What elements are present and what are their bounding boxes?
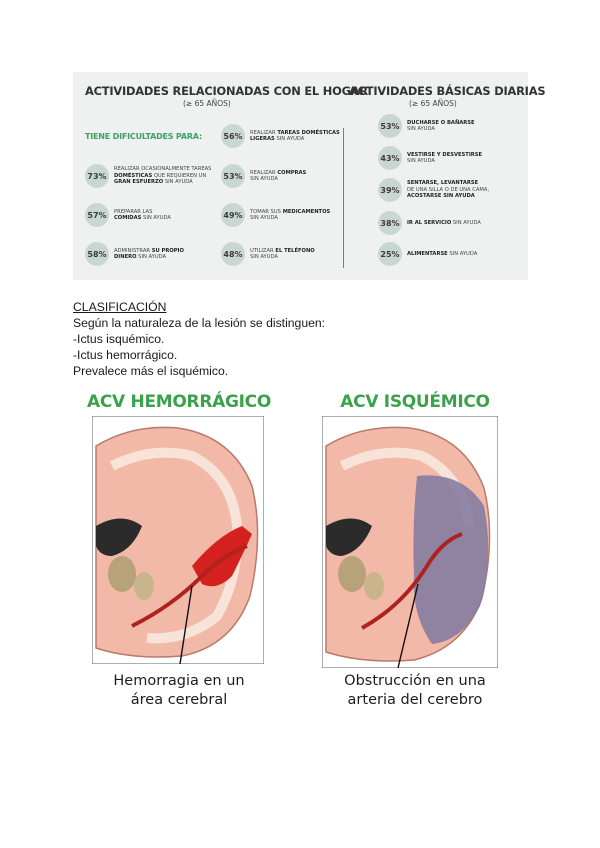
stat-text: PREPARAR LAS COMIDAS SIN AYUDA (114, 208, 171, 221)
percent-circle: 56% (221, 124, 245, 148)
stat-item (221, 164, 306, 188)
ischemic-caption-line1: Obstrucción en una (344, 673, 486, 689)
classification-heading: CLASIFICACIÓN (73, 300, 167, 314)
hemorrhagic-brain-illustration (92, 416, 264, 664)
hogar-title: ACTIVIDADES RELACIONADAS CON EL HOGAR (85, 84, 368, 98)
stat-item (378, 211, 481, 235)
stat-text: DUCHARSE O BAÑARSE SIN AYUDA (407, 119, 475, 132)
percent-circle: 39% (378, 178, 402, 202)
stat-text: UTILIZAR EL TELÉFONO SIN AYUDA (250, 247, 315, 260)
hemorrhagic-caption-line2: área cerebral (130, 692, 228, 708)
stat-item (85, 242, 184, 266)
stat-item (221, 242, 315, 266)
stat-item (378, 242, 477, 266)
stat-text: REALIZAR COMPRAS SIN AYUDA (250, 169, 307, 182)
percent-circle: 58% (85, 242, 109, 266)
text-line: Prevalece más el isquémico. (73, 364, 229, 378)
text-line: -Ictus hemorrágico. (73, 348, 178, 362)
percent-circle: 48% (221, 242, 245, 266)
percent-circle: 49% (221, 203, 245, 227)
percent-circle: 43% (378, 146, 402, 170)
stat-item (85, 164, 211, 188)
stat-text: IR AL SERVICIO SIN AYUDA (407, 219, 481, 226)
stat-text: REALIZAR TAREAS DOMÉSTICAS LIGERAS SIN AYUDA (250, 129, 340, 142)
stat-text: ALIMENTARSE SIN AYUDA (407, 250, 478, 257)
percent-circle: 25% (378, 242, 402, 266)
stat-text: REALIZAR OCASIONALMENTE TAREAS DOMÉSTICAS QUE REQUIEREN UN GRAN ESFUERZO SIN AYUDA (114, 166, 212, 186)
hemorrhagic-stroke-figure (76, 386, 282, 726)
stat-item (378, 178, 489, 202)
column-divider (343, 128, 344, 268)
ischemic-title: ACV ISQUÉMICO (340, 392, 490, 412)
percent-circle: 53% (378, 114, 402, 138)
percent-circle: 73% (85, 164, 109, 188)
stat-text: TOMAR SUS MEDICAMENTOS SIN AYUDA (250, 208, 331, 221)
percent-circle: 38% (378, 211, 402, 235)
text-line: -Ictus isquémico. (73, 332, 165, 346)
ischemic-caption-line2: arteria del cerebro (347, 692, 483, 708)
tiene-dificultades-label: TIENE DIFICULTADES PARA: (85, 132, 202, 141)
ischemic-brain-illustration (322, 416, 498, 668)
ischemic-stroke-figure (312, 386, 518, 726)
stat-text: SENTARSE, LEVANTARSE DE UNA SILLA O DE UNA CAMA, ACOSTARSE SIN AYUDA (407, 180, 490, 200)
hemorrhagic-caption-line1: Hemorragia en un (113, 673, 245, 689)
percent-circle: 57% (85, 203, 109, 227)
hogar-subtitle: (≥ 65 AÑOS) (183, 99, 231, 108)
stat-item (85, 203, 171, 227)
stat-text: ADMINISTRAR SU PROPIO DINERO SIN AYUDA (114, 247, 184, 260)
text-line: Según la naturaleza de la lesión se distinguen: (73, 316, 326, 330)
hemorrhagic-title: ACV HEMORRÁGICO (87, 392, 271, 412)
stat-item (221, 124, 340, 148)
stat-item (378, 146, 482, 170)
stat-item (221, 203, 330, 227)
activities-infographic (73, 72, 546, 280)
stat-text: VESTIRSE Y DESVESTIRSE SIN AYUDA (407, 151, 483, 164)
percent-circle: 53% (221, 164, 245, 188)
basicas-subtitle: (≥ 65 AÑOS) (409, 99, 457, 108)
stat-item (378, 114, 475, 138)
basicas-title: ACTIVIDADES BÁSICAS DIARIAS (349, 84, 546, 98)
